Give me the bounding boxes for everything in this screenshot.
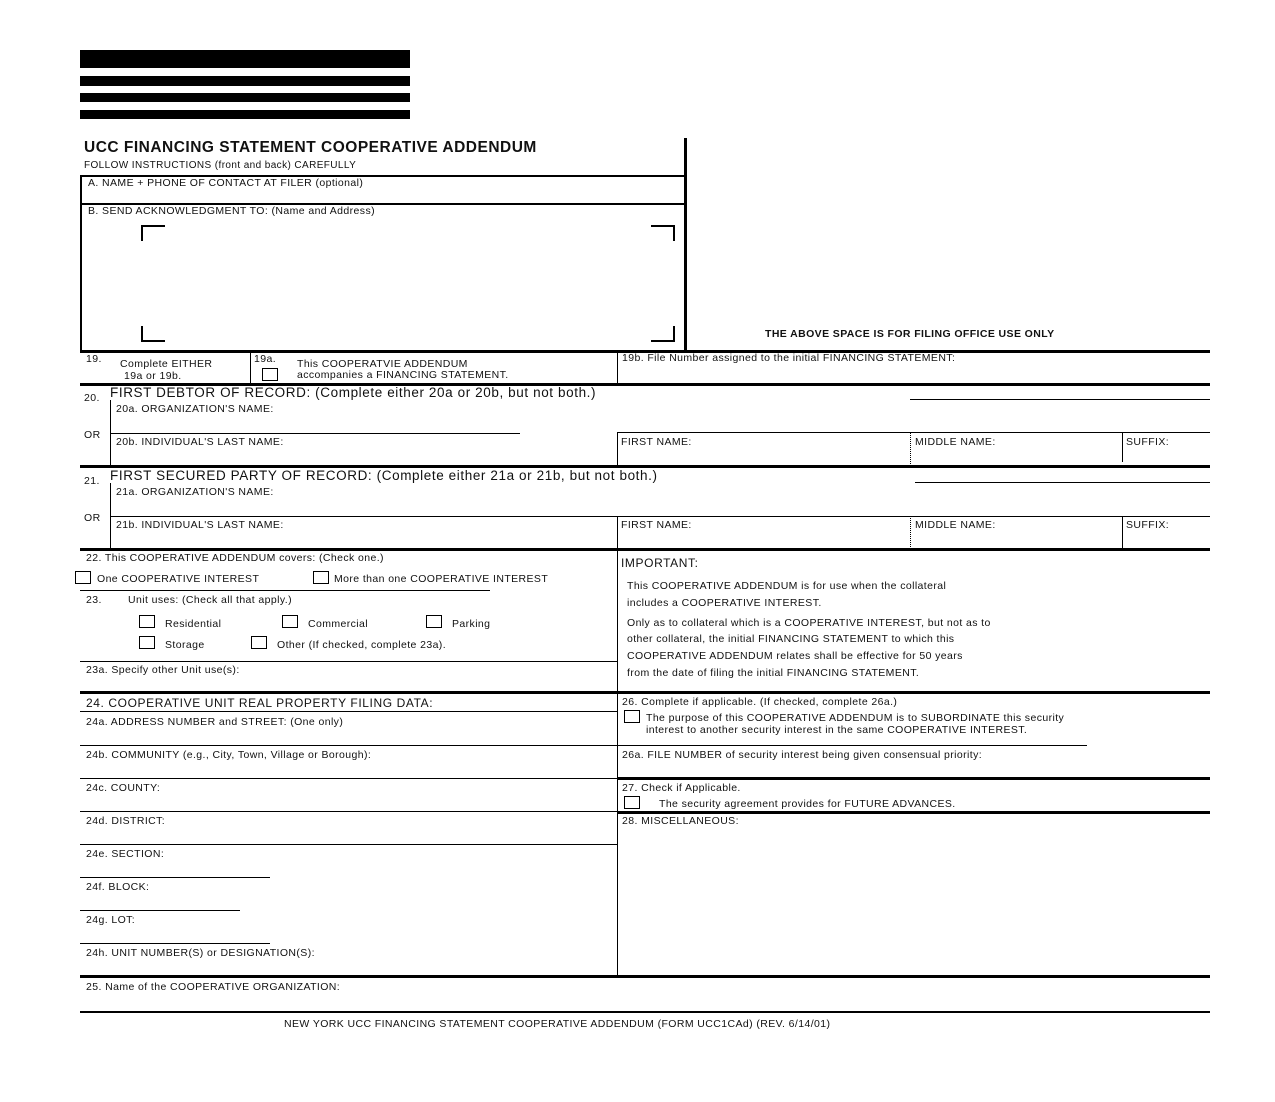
- other-label: Other (If checked, complete 23a).: [277, 639, 447, 651]
- community-field[interactable]: 24b. COMMUNITY (e.g., City, Town, Village or Borough):: [86, 749, 372, 761]
- unit-number-field[interactable]: 24h. UNIT NUMBER(S) or DESIGNATION(S):: [86, 947, 315, 959]
- divider: [80, 661, 617, 662]
- important-text: includes a COOPERATIVE INTEREST.: [627, 597, 822, 609]
- divider: [80, 844, 617, 845]
- one-interest-label: One COOPERATIVE INTEREST: [97, 573, 260, 585]
- form-barcode-bar: [80, 76, 410, 86]
- debtor-heading: FIRST DEBTOR OF RECORD: (Complete either 20a or 20b, but not both.): [110, 385, 597, 400]
- s19a-label: accompanies a FINANCING STATEMENT.: [297, 369, 509, 381]
- residential-label: Residential: [165, 618, 222, 630]
- form-barcode-bar: [80, 110, 410, 119]
- acknowledgment-field[interactable]: B. SEND ACKNOWLEDGMENT TO: (Name and Address): [88, 205, 375, 217]
- commercial-label: Commercial: [308, 618, 369, 630]
- divider: [80, 745, 617, 746]
- or-label: OR: [84, 429, 101, 441]
- s26-label: 26. Complete if applicable. (If checked, complete 26a.): [622, 696, 898, 708]
- debtor-org-name-field[interactable]: 20a. ORGANIZATION'S NAME:: [116, 403, 274, 415]
- divider: [80, 811, 617, 812]
- block-field[interactable]: 24f. BLOCK:: [86, 881, 150, 893]
- section-field[interactable]: 24e. SECTION:: [86, 848, 165, 860]
- divider: [617, 352, 618, 384]
- address-bracket: [141, 225, 165, 241]
- divider: [80, 877, 270, 878]
- s19a-checkbox[interactable]: [262, 368, 278, 381]
- future-advances-label: The security agreement provides for FUTURE ADVANCES.: [659, 798, 956, 810]
- divider: [80, 711, 617, 712]
- divider: [617, 777, 1210, 780]
- other-use-field[interactable]: 23a. Specify other Unit use(s):: [86, 664, 240, 676]
- secured-first-name-field[interactable]: FIRST NAME:: [621, 519, 692, 531]
- section-number: 19.: [86, 353, 102, 365]
- multiple-interest-label: More than one COOPERATIVE INTEREST: [334, 573, 549, 585]
- secured-middle-name-field[interactable]: MIDDLE NAME:: [915, 519, 996, 531]
- address-field[interactable]: 24a. ADDRESS NUMBER and STREET: (One only): [86, 716, 344, 728]
- divider: [250, 352, 251, 384]
- residential-checkbox[interactable]: [139, 615, 155, 628]
- priority-file-number-field[interactable]: 26a. FILE NUMBER of security interest being given consensual priority:: [622, 749, 983, 761]
- one-interest-checkbox[interactable]: [75, 571, 91, 584]
- s24-heading: 24. COOPERATIVE UNIT REAL PROPERTY FILING DATA:: [86, 696, 434, 710]
- debtor-middle-name-field[interactable]: MIDDLE NAME:: [915, 436, 996, 448]
- important-text: This COOPERATIVE ADDENDUM is for use when the collateral: [627, 580, 947, 592]
- divider: [617, 432, 618, 466]
- divider: [617, 745, 1087, 746]
- debtor-first-name-field[interactable]: FIRST NAME:: [621, 436, 692, 448]
- s19-label: Complete EITHER: [120, 358, 213, 370]
- divider: [910, 432, 911, 466]
- instructions: FOLLOW INSTRUCTIONS (front and back) CAREFULLY: [84, 160, 357, 171]
- divider: [617, 516, 618, 549]
- form-barcode-bar: [80, 50, 410, 68]
- section-number: 21.: [84, 475, 100, 487]
- section-number: 20.: [84, 392, 100, 404]
- filing-office-note: THE ABOVE SPACE IS FOR FILING OFFICE USE ONLY: [765, 328, 1055, 340]
- cooperative-org-name-field[interactable]: 25. Name of the COOPERATIVE ORGANIZATION:: [86, 981, 341, 993]
- county-field[interactable]: 24c. COUNTY:: [86, 782, 161, 794]
- divider: [80, 548, 1210, 551]
- important-text: other collateral, the initial FINANCING STATEMENT to which this: [627, 633, 955, 645]
- divider: [915, 482, 1210, 483]
- form-title: UCC FINANCING STATEMENT COOPERATIVE ADDENDUM: [84, 139, 537, 156]
- divider: [617, 811, 1210, 814]
- secured-last-name-field[interactable]: 21b. INDIVIDUAL'S LAST NAME:: [116, 519, 284, 531]
- s23-label: Unit uses: (Check all that apply.): [128, 594, 292, 606]
- storage-label: Storage: [165, 639, 205, 651]
- section-number: 19a.: [254, 353, 277, 365]
- divider: [80, 943, 270, 944]
- divider: [80, 910, 240, 911]
- contact-field[interactable]: A. NAME + PHONE OF CONTACT AT FILER (optional): [88, 177, 364, 189]
- important-text: from the date of filing the initial FINANCING STATEMENT.: [627, 667, 920, 679]
- important-text: COOPERATIVE ADDENDUM relates shall be effective for 50 years: [627, 650, 963, 662]
- subordinate-text: The purpose of this COOPERATIVE ADDENDUM is to SUBORDINATE this security: [646, 712, 1065, 724]
- subordinate-text: interest to another security interest in the same COOPERATIVE INTEREST.: [646, 724, 1028, 736]
- divider: [110, 516, 1210, 517]
- other-checkbox[interactable]: [251, 636, 267, 649]
- divider: [80, 1011, 1210, 1013]
- address-bracket: [651, 225, 675, 241]
- form-footer: NEW YORK UCC FINANCING STATEMENT COOPERATIVE ADDENDUM (FORM UCC1CAd) (REV. 6/14/01): [284, 1018, 831, 1030]
- parking-checkbox[interactable]: [426, 615, 442, 628]
- subordinate-checkbox[interactable]: [624, 710, 640, 723]
- address-bracket: [141, 326, 165, 342]
- storage-checkbox[interactable]: [139, 636, 155, 649]
- s19a-label: This COOPERATVIE ADDENDUM: [297, 358, 468, 370]
- divider: [80, 175, 82, 351]
- debtor-suffix-field[interactable]: SUFFIX:: [1126, 436, 1170, 448]
- lot-field[interactable]: 24g. LOT:: [86, 914, 136, 926]
- secured-org-name-field[interactable]: 21a. ORGANIZATION'S NAME:: [116, 486, 274, 498]
- divider: [80, 975, 1210, 978]
- future-advances-checkbox[interactable]: [624, 796, 640, 809]
- divider: [80, 691, 1210, 694]
- divider: [910, 516, 911, 549]
- form-barcode-bar: [80, 93, 410, 102]
- parking-label: Parking: [452, 618, 491, 630]
- divider: [110, 433, 520, 434]
- debtor-last-name-field[interactable]: 20b. INDIVIDUAL'S LAST NAME:: [116, 436, 284, 448]
- secured-suffix-field[interactable]: SUFFIX:: [1126, 519, 1170, 531]
- divider: [1122, 432, 1123, 462]
- divider: [617, 550, 618, 976]
- divider: [684, 138, 687, 352]
- s19-label: 19a or 19b.: [124, 370, 182, 382]
- divider: [910, 399, 1210, 400]
- divider: [80, 590, 490, 591]
- s22-label: 22. This COOPERATIVE ADDENDUM covers: (Check one.): [86, 552, 384, 564]
- s27-label: 27. Check if Applicable.: [622, 782, 741, 794]
- file-number-field[interactable]: 19b. File Number assigned to the initial FINANCING STATEMENT:: [622, 352, 956, 364]
- district-field[interactable]: 24d. DISTRICT:: [86, 815, 166, 827]
- miscellaneous-field[interactable]: 28. MISCELLANEOUS:: [622, 815, 739, 827]
- important-text: Only as to collateral which is a COOPERATIVE INTEREST, but not as to: [627, 617, 991, 629]
- multiple-interest-checkbox[interactable]: [313, 571, 329, 584]
- or-label: OR: [84, 512, 101, 524]
- important-heading: IMPORTANT:: [621, 556, 699, 570]
- address-bracket: [651, 326, 675, 342]
- section-number: 23.: [86, 594, 102, 606]
- commercial-checkbox[interactable]: [282, 615, 298, 628]
- divider: [1122, 516, 1123, 549]
- divider: [80, 778, 617, 779]
- secured-party-heading: FIRST SECURED PARTY OF RECORD: (Complete either 21a or 21b, but not both.): [110, 468, 658, 483]
